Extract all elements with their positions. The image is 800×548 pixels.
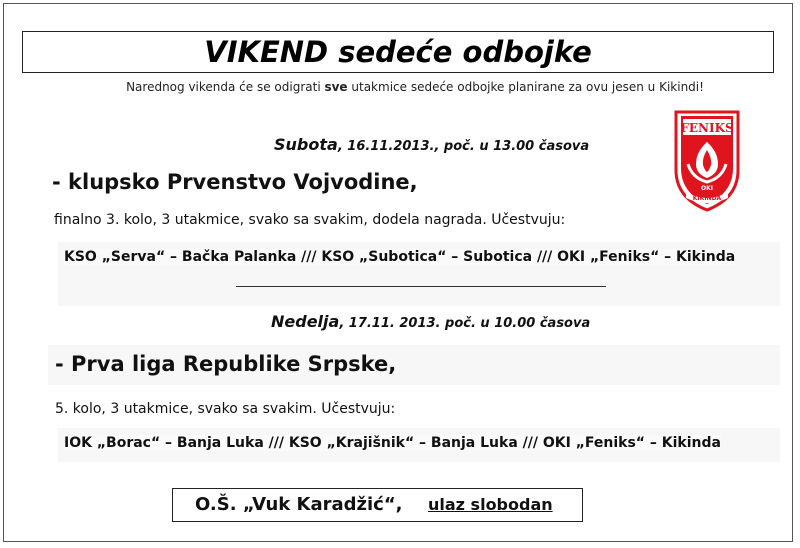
sunday-day: Nedelja xyxy=(271,312,340,331)
sunday-competition: - Prva liga Republike Srpske, xyxy=(55,352,397,376)
sunday-description: 5. kolo, 3 utakmice, svako sa svakim. Učestvuju: xyxy=(55,401,396,417)
saturday-description: finalno 3. kolo, 3 utakmice, svako sa svakim, dodela nagrada. Učestvuju: xyxy=(54,212,566,228)
logo-top-text: FENIKS xyxy=(680,121,734,135)
saturday-day: Subota xyxy=(274,135,338,154)
sunday-date-line xyxy=(271,312,590,331)
saturday-teams: KSO „Serva“ – Bačka Palanka /// KSO „Subotica“ – Subotica /// OKI „Feniks“ – Kikinda xyxy=(64,249,736,265)
saturday-details: , 16.11.2013., poč. u 13.00 časova xyxy=(337,139,590,154)
section-divider xyxy=(236,286,606,287)
venue-text: O.Š. „Vuk Karadžić“, xyxy=(195,494,403,515)
intro-text xyxy=(0,80,800,94)
intro-after: utakmice sedeće odbojke planirane za ovu jesen u Kikindi! xyxy=(347,80,704,94)
logo-bottom-text: KIKINDA xyxy=(692,195,722,202)
logo-mid-text: OKI xyxy=(701,185,713,192)
feniks-logo xyxy=(672,108,742,212)
page-title: VIKEND sedeće odbojke xyxy=(22,31,774,73)
entry-text: ulaz slobodan xyxy=(428,495,553,514)
saturday-date-line xyxy=(274,135,589,154)
footer-venue-box xyxy=(172,488,583,522)
intro-bold: sve xyxy=(324,80,348,94)
sunday-teams: IOK „Borac“ – Banja Luka /// KSO „Krajišnik“ – Banja Luka /// OKI „Feniks“ – Kikinda xyxy=(64,435,721,451)
sunday-details: , 17.11. 2013. poč. u 10.00 časova xyxy=(339,316,591,331)
intro-before: Narednog vikenda će se odigrati xyxy=(126,80,325,94)
saturday-competition: - klupsko Prvenstvo Vojvodine, xyxy=(52,170,418,194)
